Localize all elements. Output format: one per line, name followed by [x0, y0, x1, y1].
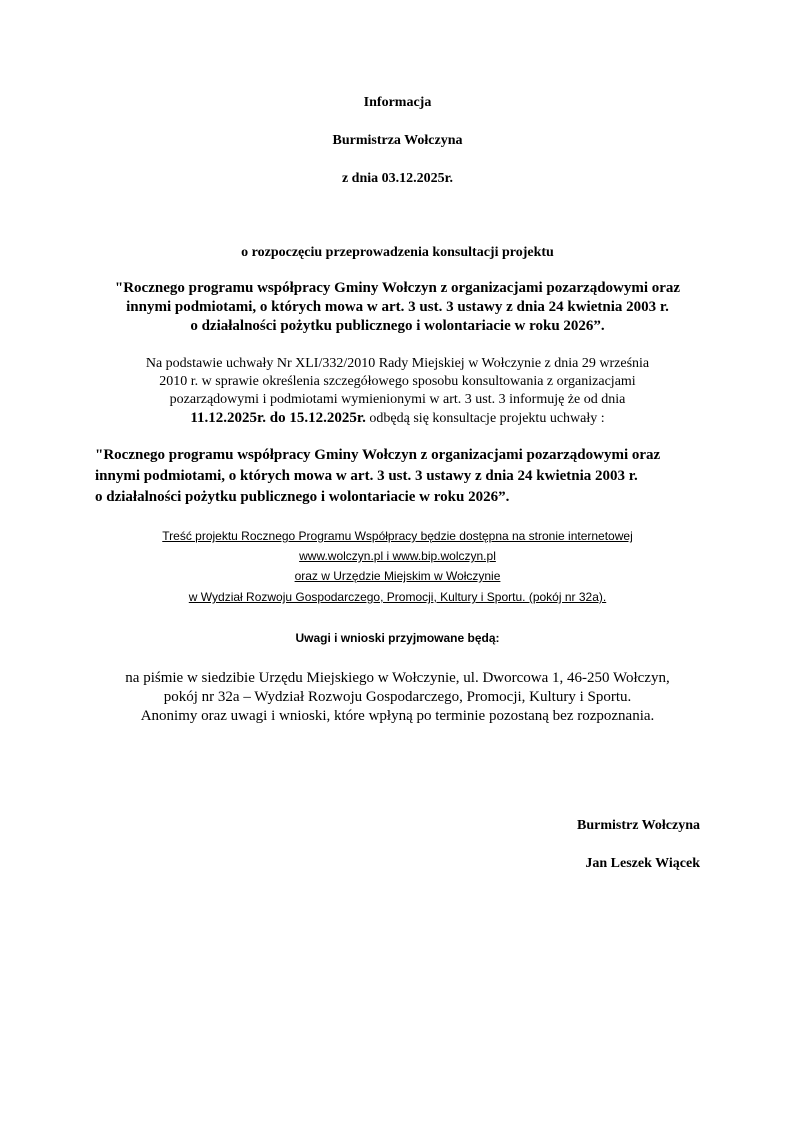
availability-links[interactable]: www.wolczyn.pl i www.bip.wolczyn.pl [299, 549, 496, 563]
availability-line-4: w Wydział Rozwoju Gospodarczego, Promocji, Kultury i Sportu. (pokój nr 32a). [188, 590, 607, 604]
body-line-3: pozarządowymi i podmiotami wymienionymi w art. 3 ust. 3 informuję że od dnia [169, 392, 626, 407]
remarks-line-3: Anonimy oraz uwagi i wnioski, które wpłyną po terminie pozostaną bez rozpoznania. [140, 708, 655, 724]
remarks-heading: Uwagi i wnioski przyjmowane będą: [295, 631, 500, 645]
program-title-2-line-3: o działalności pożytku publicznego i wolontariacie w roku 2026”. [95, 489, 510, 505]
signature-role: Burmistrz Wołczyna [576, 818, 700, 833]
document-title: Informacja [363, 95, 432, 110]
consultation-dates: 11.12.2025r. do 15.12.2025r. [190, 410, 366, 426]
availability-line-1: Treść projektu Rocznego Programu Współpracy będzie dostępna na stronie internetowej [162, 529, 633, 543]
program-title-2-line-1: "Rocznego programu współpracy Gminy Wołczyn z organizacjami pozarządowymi oraz [95, 447, 661, 463]
program-title-line-3: o działalności pożytku publicznego i wolontariacie w roku 2026”. [190, 318, 605, 334]
subject-line: o rozpoczęciu przeprowadzenia konsultacji projektu [241, 245, 554, 260]
program-title-line-2: innymi podmiotami, o których mowa w art. 3 ust. 3 ustawy z dnia 24 kwietnia 2003 r. [126, 299, 669, 315]
program-title-line-1: "Rocznego programu współpracy Gminy Wołczyn z organizacjami pozarządowymi oraz [114, 280, 681, 296]
body-line-4-rest: odbędą się konsultacje projektu uchwały : [365, 411, 605, 426]
remarks-line-2: pokój nr 32a – Wydział Rozwoju Gospodarczego, Promocji, Kultury i Sportu. [163, 689, 632, 705]
remarks-line-1: na piśmie w siedzibie Urzędu Miejskiego w Wołczynie, ul. Dworcowa 1, 46-250 Wołczyn, [125, 670, 670, 686]
signature-name: Jan Leszek Wiącek [585, 856, 700, 871]
document-date: z dnia 03.12.2025r. [341, 171, 454, 186]
body-line-4 [0, 410, 795, 427]
program-title-2-line-2: innymi podmiotami, o których mowa w art. 3 ust. 3 ustawy z dnia 24 kwietnia 2003 r. [95, 468, 638, 484]
body-line-1: Na podstawie uchwały Nr XLI/332/2010 Rady Miejskiej w Wołczynie z dnia 29 września [145, 356, 650, 371]
body-line-2: 2010 r. w sprawie określenia szczegółowego sposobu konsultowania z organizacjami [159, 374, 636, 389]
availability-line-3: oraz w Urzędzie Miejskim w Wołczynie [294, 569, 501, 583]
document-subtitle: Burmistrza Wołczyna [332, 133, 463, 148]
